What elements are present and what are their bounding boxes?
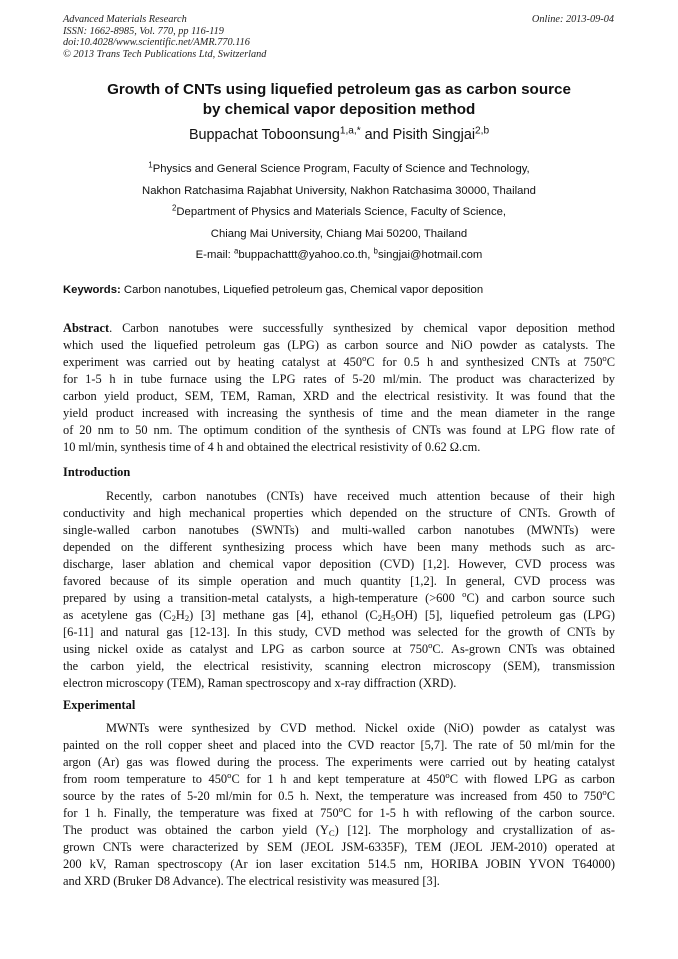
- subscript: 2: [377, 613, 383, 624]
- subscript: 5: [391, 613, 396, 624]
- abstract-line: of 20 nm to 50 nm. The optimum condition of the synthesis of CNTs was found at LPG flow rate of: [63, 423, 615, 437]
- intro-line: discharge, laser ablation and chemical vapor deposition (CVD) [1,2]. However, CVD process was: [63, 557, 615, 571]
- issn-line: ISSN: 1662-8985, Vol. 770, pp 116-119: [63, 25, 224, 37]
- introduction-body: [63, 488, 615, 692]
- exp-line: painted on the roll copper sheet and placed into the CVD reactor [5,7]. The rate of 50 ml/min for the: [63, 738, 615, 752]
- intro-line: Recently, carbon nanotubes (CNTs) have received much attention because of their high: [106, 489, 615, 503]
- intro-line: conductivity and high mechanical properties which depended on the structure of CNTs. Growth of: [63, 506, 615, 520]
- intro-text: prepared by using a transition-metal catalysts, a high-temperature (>600: [63, 591, 463, 605]
- intro-text: using nickel oxide as catalyst and LPG as carbon source at 750: [63, 642, 429, 656]
- affiliation-1-marker: 1: [148, 160, 153, 170]
- exp-text: for 1 h. Finally, the temperature was fixed at 750: [63, 806, 339, 820]
- intro-line: [63, 590, 615, 607]
- author-2: Pisith Singjai: [392, 127, 476, 143]
- intro-line: depended on the different synthesizing process which have been many methods such as arc-: [63, 540, 615, 554]
- degree-mark: o: [338, 804, 343, 815]
- abstract-line: for 1-5 h in tube furnace using the LPG rates of 5-20 ml/min. The product was characterized by: [63, 372, 615, 386]
- subscript: C: [328, 828, 335, 839]
- abstract-line: [63, 354, 615, 371]
- abstract-line: 10 ml/min, synthesis time of 4 h and obtained the electrical resistivity of 0.62 Ω.cm.: [63, 440, 481, 454]
- abstract-line: yield product increased with increasing the synthesis of time and the mean diameter in the range: [63, 406, 615, 420]
- abstract-line: which used the liquefied petroleum gas (LPG) as carbon source and NiO powder as catalysts. The: [63, 338, 615, 352]
- author-2-affiliation: 2,b: [475, 125, 490, 137]
- author-list: [40, 126, 638, 144]
- exp-line: 200 kV, Raman spectroscopy (Ar ion laser excitation 514.5 nm, HORIBA JOBIN YVON T64000): [63, 857, 615, 871]
- abstract-label: Abstract: [63, 321, 110, 335]
- intro-line: [63, 607, 615, 624]
- exp-text: from room temperature to 450: [63, 772, 228, 786]
- intro-line: single-walled carbon nanotubes (SWNTs) and multi-walled carbon nanotubes (MWNTs) were: [63, 523, 615, 537]
- exp-line: [63, 771, 615, 788]
- author-1: Buppachat Toboonsung: [188, 127, 340, 143]
- intro-text: as acetylene gas (C: [63, 608, 172, 622]
- exp-line: [63, 788, 615, 805]
- affiliation-1-line-2: Nakhon Ratchasima Rajabhat University, Nakhon Ratchasima 30000, Thailand: [142, 184, 536, 197]
- affiliation-2-line-1: [40, 202, 638, 224]
- exp-text: C: [606, 789, 615, 803]
- abstract-text: C: [606, 355, 615, 369]
- intro-text: C. As-grown CNTs was obtained: [432, 642, 615, 656]
- intro-text: H: [175, 608, 185, 622]
- intro-line: [63, 641, 615, 658]
- affiliation-1-text: Physics and General Science Program, Faculty of Science and Technology,: [152, 163, 530, 175]
- degree-mark: o: [428, 640, 433, 651]
- email-b-link[interactable]: singjai@hotmail.com: [377, 249, 483, 261]
- email-b-marker: b: [373, 246, 378, 256]
- email-line: [40, 245, 638, 267]
- intro-line: favored because of its simple operation and much quantity [1,2]. In general, CVD process was: [63, 574, 615, 588]
- exp-text: The product was obtained the carbon yield (Y: [63, 823, 329, 837]
- degree-mark: o: [602, 787, 607, 798]
- intro-text: OH) [5], liquefied petroleum gas (LPG): [395, 608, 615, 622]
- subscript: 2: [184, 613, 190, 624]
- exp-text: C for 1-5 h with reflowing of the carbon source.: [343, 806, 615, 820]
- affiliation-2-marker: 2: [171, 203, 177, 213]
- affiliation-2-line-2: Chiang Mai University, Chiang Mai 50200, Thailand: [210, 227, 468, 240]
- exp-line: argon (Ar) gas was flowed during the process. The experiments were carried out by heating catalyst: [63, 755, 615, 769]
- intro-line: the carbon yield, the electrical resistivity, scanning electron microscopy (SEM), transmission: [63, 659, 615, 673]
- title-line-2: by chemical vapor deposition method: [202, 101, 476, 118]
- intro-text: H: [382, 608, 392, 622]
- exp-line: grown CNTs were characterized by SEM (JEOL JSM-6335F), TEM (JEOL JEM-2010) operated at: [63, 840, 615, 854]
- affiliation-1-line-1: [40, 159, 638, 181]
- degree-mark: o: [362, 353, 367, 364]
- exp-line: MWNTs were synthesized by CVD method. Nickel oxide (NiO) powder as catalyst was: [106, 721, 615, 735]
- online-date: Online: 2013-09-04: [531, 14, 614, 25]
- intro-line: [6-11] and natural gas [12-13]. In this study, CVD method was selected for the growth of CNTs by: [63, 625, 615, 639]
- exp-text: C for 1 h and kept temperature at 450: [231, 772, 446, 786]
- paper-title: [40, 80, 638, 120]
- exp-line: [63, 805, 615, 822]
- degree-mark: o: [462, 589, 467, 600]
- exp-text: C with flowed LPG as carbon: [449, 772, 615, 786]
- introduction-heading: Introduction: [63, 465, 131, 479]
- exp-line: [63, 822, 615, 839]
- degree-mark: o: [227, 770, 232, 781]
- degree-mark: o: [445, 770, 450, 781]
- degree-mark: o: [602, 353, 607, 364]
- title-line-1: Growth of CNTs using liquefied petroleum gas as carbon source: [107, 81, 571, 98]
- doi-line: doi:10.4028/www.scientific.net/AMR.770.116: [63, 37, 250, 49]
- exp-text: ) [12]. The morphology and crystallization of as-: [334, 823, 616, 837]
- abstract-line: [63, 320, 615, 337]
- affiliation-2-text: Department of Physics and Materials Science, Faculty of Science,: [176, 206, 507, 218]
- intro-line: electron microscopy (TEM), Raman spectroscopy and x-ray diffraction (XRD).: [63, 676, 457, 690]
- author-1-affiliation: 1,a,*: [339, 125, 361, 137]
- journal-name: Advanced Materials Research: [63, 14, 187, 25]
- exp-line: and XRD (Bruker D8 Advance). The electrical resistivity was measured [3].: [63, 874, 440, 888]
- keywords: [63, 283, 615, 297]
- affiliations: [40, 159, 638, 267]
- journal-header: [63, 14, 266, 60]
- intro-text: C) and carbon source such: [466, 591, 615, 605]
- intro-text: ) [3] methane gas [4], ethanol (C: [189, 608, 378, 622]
- subscript: 2: [171, 613, 176, 624]
- keywords-label: Keywords:: [63, 284, 121, 296]
- abstract-text: experiment was carried out by heating catalyst at 450: [63, 355, 363, 369]
- exp-text: source by the rates of 5-20 ml/min for 0.5 h. Next, the temperature was increased from 450 to 750: [63, 789, 603, 803]
- keywords-text: Carbon nanotubes, Liquefied petroleum gas, Chemical vapor deposition: [120, 284, 484, 296]
- experimental-body: [63, 720, 615, 890]
- abstract-line: carbon yield product, SEM, TEM, Raman, XRD and the electrical resistivity. It was found that the: [63, 389, 615, 403]
- experimental-heading: Experimental: [63, 698, 136, 712]
- author-conjunction: and: [360, 127, 393, 143]
- copyright-line: © 2013 Trans Tech Publications Ltd, Switzerland: [63, 48, 267, 60]
- email-a-marker: a: [233, 246, 239, 256]
- abstract: [63, 320, 615, 456]
- abstract-text: . Carbon nanotubes were successfully synthesized by chemical vapor deposition method: [109, 321, 615, 335]
- email-label: E-mail:: [195, 249, 234, 261]
- email-a-link[interactable]: buppachattt@yahoo.co.th,: [238, 249, 374, 261]
- abstract-text: C for 0.5 h and synthesized CNTs at 750: [366, 355, 603, 369]
